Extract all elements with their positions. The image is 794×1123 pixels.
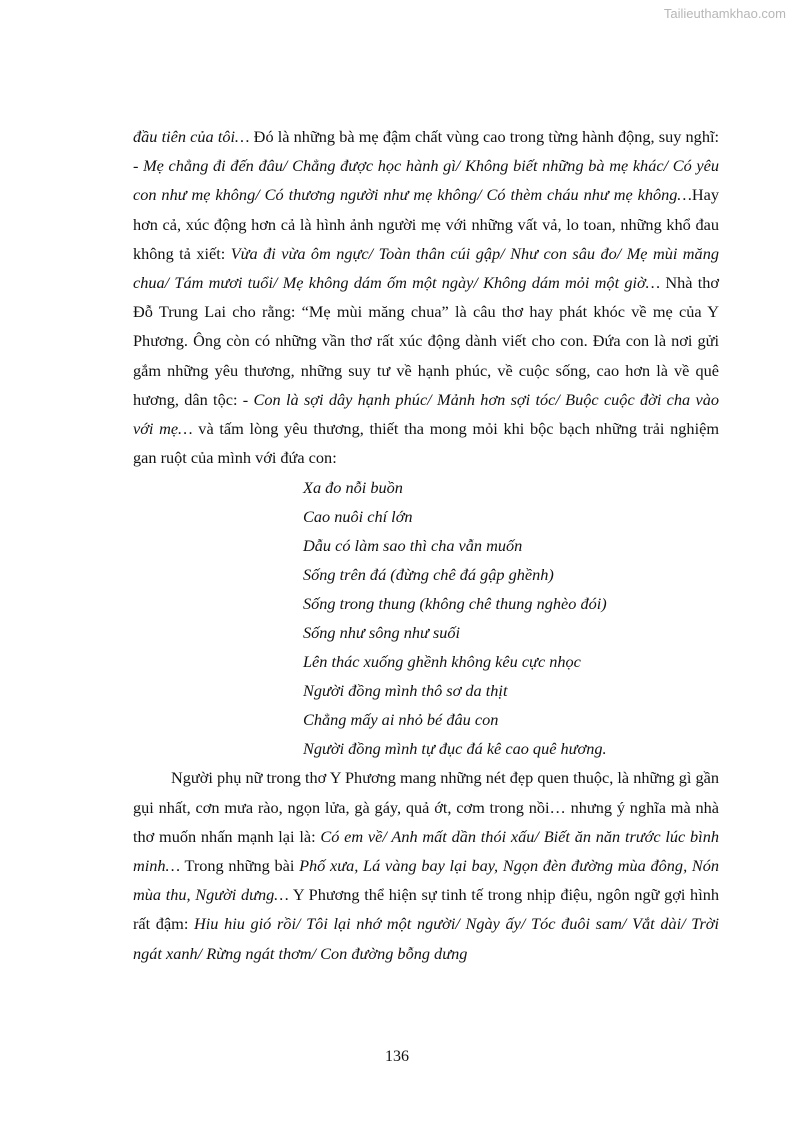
poem-line: Lên thác xuống ghềnh không kêu cực nhọc (303, 652, 581, 672)
text-run: và tấm lòng yêu thương, thiết tha mong mỏi khi bộc bạch những trải nghiệm gan ruột của mình với đứa con: (133, 419, 719, 468)
text-run: Vừa đi vừa ôm ngực/ Toàn thân cúi gập/ Như con sâu đo/ Mẹ mùi măng chua/ Tám mươi tuổi/ Mẹ không dám ốm một ngày/ Không dám mỏi một giờ… (133, 243, 719, 293)
text-run: Trong những bài (180, 856, 300, 876)
poem-line: Chẳng mấy ai nhỏ bé đâu con (303, 710, 499, 730)
poem-line: Dẫu có làm sao thì cha vẫn muốn (303, 536, 523, 556)
text-run: Nhà thơ Đỗ Trung Lai cho rằng: “Mẹ mùi măng chua” là câu thơ hay phát khóc về mẹ của Y Phương. Ông còn có những vần thơ rất xúc động dành viết cho con. Đứa con là nơi gửi gắm những yêu thương, những suy tư về hạnh phúc, về cuộc sống, cao hơn là về quê hương, dân tộc: - (133, 273, 719, 409)
poem-line: Xa đo nỗi buồn (303, 478, 403, 498)
text-run: Đó là những bà mẹ đậm chất vùng cao trong từng hành động, suy nghĩ: - (133, 127, 720, 176)
watermark: Tailieuthamkhao.com (663, 6, 786, 21)
text-run: Người phụ nữ trong thơ Y Phương mang những nét đẹp quen thuộc, là những gì gần gụi nhất, cơn mưa rào, ngọn lửa, gà gáy, quả ớt, cơm trong nồi… nhưng ý nghĩa mà nhà thơ muốn nhấn mạnh lại là: (133, 768, 719, 846)
text-run: Hay hơn cả, xúc động hơn cả là hình ảnh người mẹ với những vất vả, lo toan, những khổ đau không tả xiết: (133, 185, 719, 263)
poem-line: Sống trên đá (đừng chê đá gập ghềnh) (303, 565, 554, 585)
poem-line: Sống như sông như suối (303, 623, 461, 643)
page-number: 136 (385, 1048, 409, 1065)
paragraph-2 (133, 763, 719, 967)
text-run: Con là sợi dây hạnh phúc/ Mảnh hơn sợi tóc/ Buộc cuộc đời cha vào với mẹ… (133, 389, 719, 439)
text-run: Có em về/ Anh mất dần thói xấu/ Biết ăn năn trước lúc bình minh… (133, 826, 719, 876)
paragraph-1 (133, 122, 719, 472)
page-body (133, 122, 719, 968)
text-run: Hiu hiu gió rồi/ Tôi lại nhớ một người/ Ngày ấy/ Tóc đuôi sam/ Vắt dài/ Trời ngát xanh/ Rừng ngát thơm/ Con đường bỗng dưng (133, 914, 719, 963)
text-run: Mẹ chẳng đi đến đâu/ Chẳng được học hành gì/ Không biết những bà mẹ khác/ Có yêu con như mẹ không/ Có thương người như mẹ không/ Có thèm cháu như mẹ không… (133, 156, 719, 205)
text-run: đầu tiên của tôi… (133, 127, 250, 146)
poem-line: Người đồng mình thô sơ da thịt (303, 681, 508, 701)
poem-line: Cao nuôi chí lớn (303, 507, 413, 527)
text-run: Y Phương thể hiện sự tinh tế trong nhịp điệu, ngôn ngữ gợi hình rất đậm: (133, 885, 719, 934)
poem-line: Sống trong thung (không chê thung nghèo đói) (303, 594, 607, 614)
poem-line: Người đồng mình tự đục đá kê cao quê hương. (303, 739, 607, 759)
poem-stanza (303, 473, 719, 763)
text-run: Phố xưa, Lá vàng bay lại bay, Ngọn đèn đường mùa đông, Nón mùa thu, Người dưng… (133, 856, 719, 905)
